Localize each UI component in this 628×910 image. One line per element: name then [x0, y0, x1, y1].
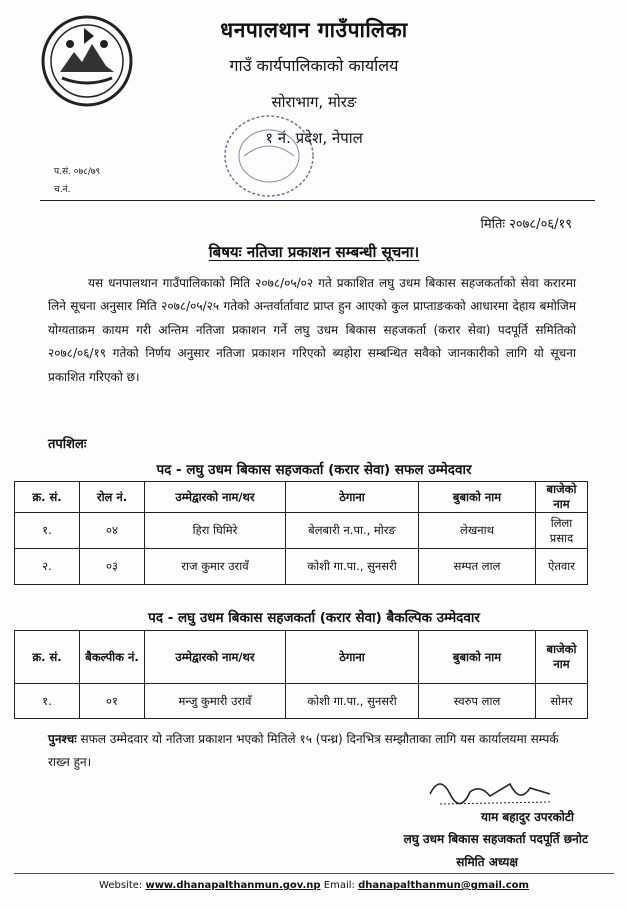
office-name: गाउँ कार्यपालिकाको कार्यालय [229, 56, 399, 75]
table-header-row [15, 482, 588, 513]
table-header-row [15, 631, 588, 684]
reference-number: प.सं. ०७८/७९ [54, 167, 101, 177]
alternate-table-caption: पद - लघु उधम बिकास सहजकर्ता (करार सेवा) बैकल्पिक उम्मेदवार [148, 610, 480, 626]
postscript-text: सफल उम्मेदवार यो नतिजा प्रकाशन भएको मितिले १५ (पन्ध्र) दिनभित्र सम्झौताका लागि यस कार्यालयमा सम्पर्क राख्न हुन। [48, 732, 559, 769]
table-cell: २. [15, 549, 80, 585]
table-cell: ०३ [80, 549, 145, 585]
table-cell: हिरा घिमिरे [145, 513, 286, 549]
postscript-label: पुनश्चः [48, 732, 77, 746]
column-header: क्र. सं. [15, 631, 80, 684]
column-header: उम्मेद्वारको नाम/थर [145, 631, 286, 684]
table-cell: १. [15, 513, 80, 549]
notice-body: यस धनपालथान गाउँपालिकाको मिति २०७८/०५/०२ गते प्रकाशित लघु उधम बिकास सहजकर्ताको सेवा करारमा लिने सूचना अनुसार मिति २०७८/०५/२५ गतेको अन्तर्वार्तावाट प्राप्त हुन आएको कुल प्राप्ताङकको आधारमा देहाय बमोजिम योग्यताक्रम कायम गरी अन्तिम नतिजा प्रकाशन गर्ने लघु उधम बिकास सहजकर्ता (करार सेवा) पदपूर्ति समितिको २०७८/०६/१९ गतेको निर्णय अनुसार नतिजा प्रकाशन गरिएको ब्यहोरा सम्बन्धित सवैको जानकारीको लागि यो सूचना प्रकाशित गरिएको छ। [48, 276, 576, 384]
column-header: बाजेको नाम [536, 631, 588, 684]
table-cell: ०१ [80, 684, 145, 719]
table-cell: लिला प्रसाद [536, 513, 588, 549]
table-cell: सोमर [536, 684, 588, 719]
notice-date: मितिः २०७८/०६/१९ [480, 217, 572, 232]
dispatch-number: च.नं. [54, 185, 71, 195]
table-row [15, 684, 588, 719]
successful-candidates-table [14, 481, 588, 585]
office-location: सोराभाग, मोरङ [271, 93, 357, 111]
footer-divider [14, 873, 614, 874]
email-label: Email: [323, 880, 355, 891]
table-row [15, 549, 588, 585]
table-cell: ऐतवार [536, 549, 588, 585]
table-cell: मन्जु कुमारी उरावँ [145, 684, 286, 719]
table-cell: कोशी गा.पा., सुनसरी [286, 684, 419, 719]
alternate-candidates-table [14, 630, 588, 719]
province-line: १ नं. प्रदेश, नेपाल [265, 129, 363, 147]
municipality-title: धनपालथान गाउँपालिका [220, 18, 408, 42]
column-header: बाजेको नाम [536, 482, 588, 513]
successful-table-caption: पद - लघु उधम बिकास सहजकर्ता (करार सेवा) सफल उम्मेदवार [156, 462, 472, 478]
column-header: रोल नं. [80, 482, 145, 513]
column-header: ठेगाना [286, 631, 419, 684]
table-cell: बेलबारी न.पा., मोरङ [286, 513, 419, 549]
signatory-role: समिति अध्यक्ष [456, 855, 518, 869]
header-divider [40, 200, 595, 201]
column-header: बुबाको नाम [419, 631, 536, 684]
details-label: तपशिलः [48, 437, 87, 452]
column-header: उम्मेद्वारको नाम/थर [145, 482, 286, 513]
table-cell: १. [15, 684, 80, 719]
notice-subject [0, 242, 628, 262]
email-link[interactable]: dhanapalthanmun@gmail.com [358, 880, 529, 891]
table-cell: सम्पत लाल [419, 549, 536, 585]
signature-icon [420, 764, 560, 814]
table-cell: लेखनाथ [419, 513, 536, 549]
table-cell: कोशी गा.पा., सुनसरी [286, 549, 419, 585]
column-header: बैकल्पीक नं. [80, 631, 145, 684]
footer [0, 880, 628, 891]
website-link[interactable]: www.dhanapalthanmun.gov.np [145, 880, 321, 891]
column-header: बुबाको नाम [419, 482, 536, 513]
signatory-designation: लघु उधम बिकास सहजकर्ता पदपूर्ति छनोट [403, 832, 588, 846]
subject-text: बिषयः नतिजा प्रकाशन सम्बन्धी सूचना। [208, 243, 420, 261]
table-cell: राज कुमार उरावँ [145, 549, 286, 585]
table-cell: ०४ [80, 513, 145, 549]
column-header: ठेगाना [286, 482, 419, 513]
office-stamp-icon [214, 106, 324, 206]
column-header: क्र. सं. [15, 482, 80, 513]
table-cell: स्वरुप लाल [419, 684, 536, 719]
table-row [15, 513, 588, 549]
website-label: Website: [99, 880, 143, 891]
signatory-name: याम बहादुर उपरकोटी [481, 810, 574, 824]
